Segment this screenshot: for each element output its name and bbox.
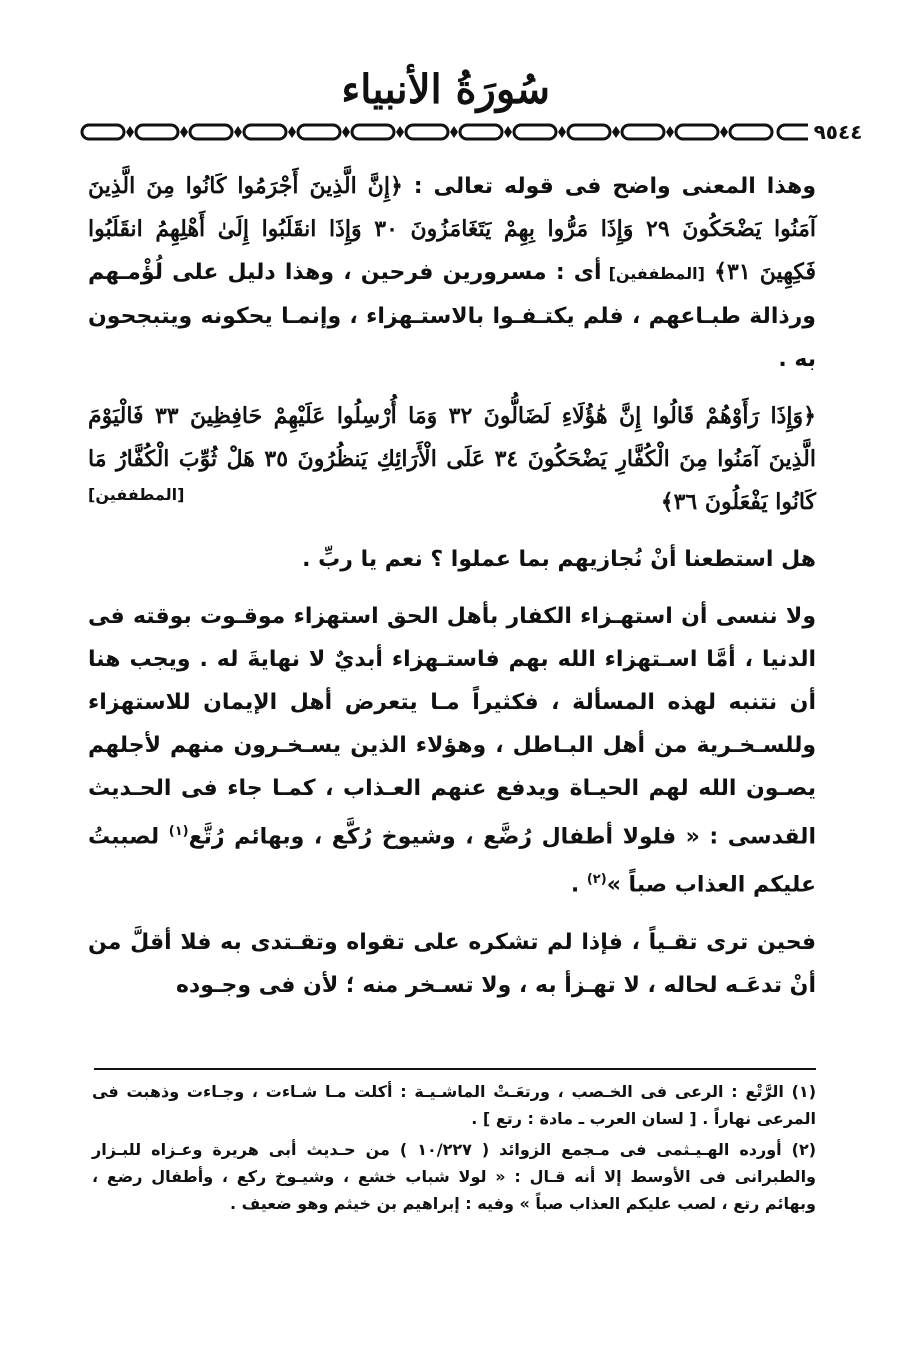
paragraph-1 — [88, 165, 816, 381]
surah-title: سُورَةُ الأنبياء — [341, 66, 550, 113]
paragraph-3-text-c: . — [570, 872, 587, 898]
footnote-2: (٢) أورده الهـيـثمى فى مـجمع الزوائد ( ١٠/٢٢٧ ) من حـديث أبى هريرة وعـزاه للبـزار والطبرانى فى الأوسط إلا أنه قـال : « لولا شباب خشع ، وشيـوخ ركع ، وأطفال رضع ، وبهائم رتع ، لصب عليكم العذاب صباً » وفيه : إبراهيم بن خيثم وهو ضعيف . — [92, 1140, 817, 1213]
footnotes — [92, 1078, 816, 1221]
footnote-1: (١) الرَّتْع : الرعى فى الخـصب ، ورتعَـتْ الماشـيـة : أكلت مـا شـاءت ، وجـاءت وذهبت فى المرعى نهاراً . [ لسان العرب ـ مادة : رتع ] . — [92, 1082, 816, 1128]
paragraph-1-rest: أى : مسرورين فرحين ، وهذا دليل على لُؤْمـهم ورذالة طبـاعهم ، فلم يكتـفـوا بالاستـهزاء ، وإنمـا يحكونه ويتبجحون به . — [88, 260, 816, 372]
quran-verse-block — [88, 395, 816, 524]
paragraph-3 — [88, 595, 816, 907]
footnote-marker-2: (٢) — [586, 872, 607, 888]
verse-reference: [المطففين] — [601, 264, 705, 283]
header-ornament-band — [80, 120, 863, 144]
paragraph-4: فحين ترى تقـياً ، فإذا لم تشكره على تقواه وتقـتدى به فلا أقلَّ من أنْ تدعَـه لحاله ، لا تهـزأ به ، ولا تسـخر منه ؛ لأن فى وجـوده — [88, 929, 816, 998]
quran-verse-block-text: ﴿وَإِذَا رَأَوْهُمْ قَالُوا إِنَّ هَٰؤُلَاءِ لَضَالُّونَ ٣٢ وَمَا أُرْسِلُوا عَلَيْهِمْ حَافِظِينَ ٣٣ فَالْيَوْمَ الَّذِينَ آمَنُوا مِنَ الْكُفَّارِ يَضْحَكُونَ ٣٤ عَلَى الْأَرَائِكِ يَنظُرُونَ ٣٥ هَلْ ثُوِّبَ الْكُفَّارُ مَا كَانُوا يَفْعَلُونَ ٣٦﴾ — [88, 403, 816, 515]
paragraph-1-intro: وهذا المعنى واضح فى قوله تعالى : — [402, 174, 816, 199]
ornament-chain-icon — [80, 120, 820, 144]
footnote-marker-1: (١) — [168, 824, 189, 839]
paragraph-3-text-a: ولا ننسى أن استهـزاء الكفار بأهل الحق استهزاء موقـوت بوقته فى الدنيا ، أمَّا اسـتهزاء الله بهم فاستـهزاء أبديٌ لا نهايةَ له . ويجب هنا أن نتنبه لهذه المسألة ، فكثيراً مـا يتعرض أهل الإيمان للاستهزاء وللسـخـرية من أهل البـاطل ، وهؤلاء الذين يسـخـرون منهم لأجلهم يصـون الله لهم الحيـاة ويدفع عنهم العـذاب ، كمـا جاء فى الحـديث القدسى : « فلولا أطفال رُضَّع ، وشيوخ رُكَّع ، وبهائم رُتَّع — [88, 604, 816, 850]
footnote-divider — [94, 1068, 816, 1070]
paragraph-2: هل استطعنا أنْ نُجازيهم بما عملوا ؟ نعم يا ربِّ . — [302, 547, 816, 572]
quran-verse-inline: ﴿إِنَّ الَّذِينَ أَجْرَمُوا كَانُوا مِنَ الَّذِينَ آمَنُوا يَضْحَكُونَ ٢٩ وَإِذَا مَرُّوا بِهِمْ يَتَغَامَزُونَ ٣٠ وَإِذَا انقَلَبُوا إِلَىٰ أَهْلِهِمُ انقَلَبُوا فَكِهِينَ ٣١﴾ — [88, 173, 817, 285]
paragraph-3-text-b: لصببتُ عليكم العذاب صباً » — [88, 824, 816, 898]
main-text — [88, 165, 816, 1007]
verse-block-reference: [المطففين] — [88, 485, 185, 504]
page-number: ٩٥٤٤ — [808, 120, 868, 144]
